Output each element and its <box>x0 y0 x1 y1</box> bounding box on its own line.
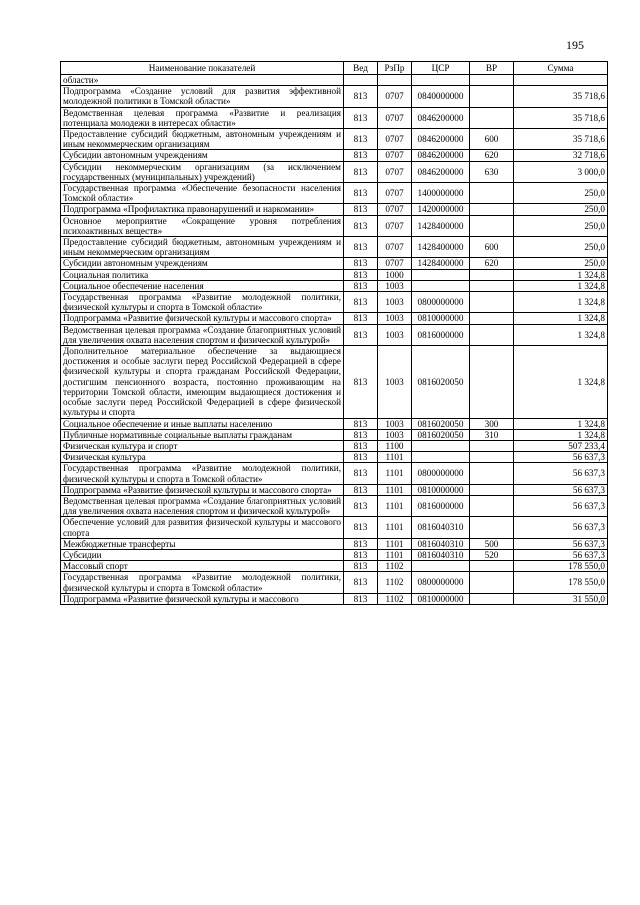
cell-rzpr: 1003 <box>378 313 412 324</box>
cell-csr: 0846200000 <box>412 107 470 128</box>
cell-ved: 813 <box>344 150 378 161</box>
cell-ved: 813 <box>344 280 378 291</box>
cell-sum: 1 324,8 <box>514 292 608 313</box>
cell-vr <box>470 215 514 236</box>
cell-csr: 0816000000 <box>412 324 470 345</box>
cell-sum: 35 718,6 <box>514 107 608 128</box>
cell-sum: 250,0 <box>514 183 608 204</box>
cell-rzpr: 1102 <box>378 561 412 572</box>
cell-sum: 250,0 <box>514 204 608 215</box>
cell-rzpr: 0707 <box>378 204 412 215</box>
cell-sum: 250,0 <box>514 258 608 269</box>
table-row <box>61 517 608 538</box>
cell-rzpr: 1101 <box>378 452 412 463</box>
cell-rzpr: 1003 <box>378 324 412 345</box>
header-row <box>61 62 608 75</box>
cell-rzpr: 1003 <box>378 280 412 291</box>
cell-ved: 813 <box>344 86 378 107</box>
cell-vr <box>470 75 514 86</box>
cell-csr: 0846200000 <box>412 161 470 182</box>
table-row <box>61 429 608 440</box>
cell-name: Публичные нормативные социальные выплаты гражданам <box>61 429 344 440</box>
cell-vr <box>470 324 514 345</box>
cell-sum: 56 637,3 <box>514 463 608 484</box>
cell-rzpr: 1101 <box>378 549 412 560</box>
cell-ved: 813 <box>344 204 378 215</box>
table-row <box>61 452 608 463</box>
cell-csr: 0846200000 <box>412 150 470 161</box>
cell-vr: 310 <box>470 429 514 440</box>
cell-sum: 1 324,8 <box>514 324 608 345</box>
cell-name: Основное мероприятие «Сокращение уровня потребления психоактивных веществ» <box>61 215 344 236</box>
cell-rzpr: 1003 <box>378 292 412 313</box>
cell-vr <box>470 517 514 538</box>
cell-rzpr: 1000 <box>378 269 412 280</box>
cell-name: Субсидии некоммерческим организациям (за исключением государственных (муниципальных) учреждений) <box>61 161 344 182</box>
header-csr: ЦСР <box>412 62 470 75</box>
cell-rzpr: 1101 <box>378 484 412 495</box>
cell-vr <box>470 313 514 324</box>
cell-rzpr: 1102 <box>378 572 412 593</box>
cell-ved: 813 <box>344 237 378 258</box>
cell-csr: 1428400000 <box>412 258 470 269</box>
cell-sum: 507 233,4 <box>514 440 608 451</box>
cell-ved: 813 <box>344 517 378 538</box>
table-row <box>61 183 608 204</box>
cell-name: Подпрограмма «Развитие физической культуры и массового <box>61 593 344 604</box>
cell-ved: 813 <box>344 538 378 549</box>
cell-ved: 813 <box>344 107 378 128</box>
table-row <box>61 549 608 560</box>
cell-vr <box>470 86 514 107</box>
header-name: Наименование показателей <box>61 62 344 75</box>
cell-name: Подпрограмма «Развитие физической культуры и массового спорта» <box>61 313 344 324</box>
cell-csr <box>412 280 470 291</box>
cell-csr <box>412 452 470 463</box>
cell-sum: 56 637,3 <box>514 495 608 516</box>
cell-rzpr: 1101 <box>378 538 412 549</box>
cell-sum: 32 718,6 <box>514 150 608 161</box>
header-sum: Сумма <box>514 62 608 75</box>
table-header <box>61 62 608 75</box>
cell-vr <box>470 593 514 604</box>
cell-name: Ведомственная целевая программа «Создание благоприятных условий для увеличения охвата населения спортом и физической культурой» <box>61 495 344 516</box>
cell-name: Государственная программа «Развитие молодежной политики, физической культуры и спорта в Томской области» <box>61 463 344 484</box>
budget-table <box>60 61 608 605</box>
cell-vr: 520 <box>470 549 514 560</box>
cell-vr: 600 <box>470 129 514 150</box>
table-row <box>61 150 608 161</box>
table-row <box>61 269 608 280</box>
cell-vr: 300 <box>470 418 514 429</box>
cell-rzpr: 1101 <box>378 495 412 516</box>
cell-rzpr: 1003 <box>378 346 412 418</box>
cell-name: Субсидии автономным учреждениям <box>61 150 344 161</box>
cell-vr <box>470 440 514 451</box>
cell-vr: 500 <box>470 538 514 549</box>
table-row <box>61 440 608 451</box>
table-body <box>61 75 608 605</box>
cell-csr: 1400000000 <box>412 183 470 204</box>
cell-csr: 0816040310 <box>412 549 470 560</box>
cell-vr: 620 <box>470 150 514 161</box>
cell-sum: 31 550,0 <box>514 593 608 604</box>
cell-rzpr: 0707 <box>378 107 412 128</box>
cell-sum: 1 324,8 <box>514 269 608 280</box>
cell-name: Государственная программа «Обеспечение безопасности населения Томской области» <box>61 183 344 204</box>
cell-name: Массовый спорт <box>61 561 344 572</box>
header-vr: ВР <box>470 62 514 75</box>
cell-ved: 813 <box>344 183 378 204</box>
table-row <box>61 593 608 604</box>
table-row <box>61 237 608 258</box>
cell-vr <box>470 269 514 280</box>
cell-rzpr: 1101 <box>378 463 412 484</box>
table-row <box>61 258 608 269</box>
cell-csr <box>412 269 470 280</box>
table-row <box>61 324 608 345</box>
cell-vr <box>470 280 514 291</box>
cell-csr: 0816040310 <box>412 538 470 549</box>
cell-sum: 250,0 <box>514 215 608 236</box>
cell-sum: 56 637,3 <box>514 538 608 549</box>
cell-vr <box>470 495 514 516</box>
cell-ved: 813 <box>344 593 378 604</box>
cell-name: Ведомственная целевая программа «Создание благоприятных условий для увеличения охвата населения спортом и физической культурой» <box>61 324 344 345</box>
cell-sum: 35 718,6 <box>514 86 608 107</box>
cell-ved: 813 <box>344 463 378 484</box>
cell-name: Государственная программа «Развитие молодежной политики, физической культуры и спорта в Томской области» <box>61 572 344 593</box>
cell-vr: 620 <box>470 258 514 269</box>
cell-csr: 0800000000 <box>412 463 470 484</box>
cell-rzpr: 1102 <box>378 593 412 604</box>
cell-rzpr: 0707 <box>378 215 412 236</box>
table-row <box>61 107 608 128</box>
cell-ved: 813 <box>344 429 378 440</box>
cell-csr: 0816020050 <box>412 418 470 429</box>
cell-name: Предоставление субсидий бюджетным, автономным учреждениям и иным некоммерческим организациям <box>61 129 344 150</box>
cell-ved: 813 <box>344 495 378 516</box>
cell-csr: 0800000000 <box>412 292 470 313</box>
cell-rzpr: 0707 <box>378 150 412 161</box>
cell-sum: 250,0 <box>514 237 608 258</box>
cell-sum: 178 550,0 <box>514 572 608 593</box>
cell-csr: 1428400000 <box>412 215 470 236</box>
cell-csr: 0810000000 <box>412 313 470 324</box>
cell-name: Физическая культура <box>61 452 344 463</box>
header-ved: Вед <box>344 62 378 75</box>
cell-rzpr: 0707 <box>378 183 412 204</box>
page-number: 195 <box>566 38 584 52</box>
cell-csr: 0816020050 <box>412 429 470 440</box>
cell-name: Субсидии автономным учреждениям <box>61 258 344 269</box>
table-row <box>61 538 608 549</box>
cell-vr <box>470 204 514 215</box>
cell-name: Государственная программа «Развитие молодежной политики, физической культуры и спорта в Томской области» <box>61 292 344 313</box>
cell-sum: 178 550,0 <box>514 561 608 572</box>
cell-csr: 0816040310 <box>412 517 470 538</box>
cell-name: Межбюджетные трансферты <box>61 538 344 549</box>
cell-sum: 1 324,8 <box>514 418 608 429</box>
cell-sum: 56 637,3 <box>514 452 608 463</box>
cell-vr <box>470 346 514 418</box>
cell-csr: 0816000000 <box>412 495 470 516</box>
cell-csr <box>412 75 470 86</box>
cell-vr <box>470 561 514 572</box>
table-row <box>61 572 608 593</box>
cell-csr <box>412 440 470 451</box>
table-row <box>61 86 608 107</box>
cell-sum <box>514 75 608 86</box>
cell-vr <box>470 292 514 313</box>
cell-ved: 813 <box>344 346 378 418</box>
cell-name: Дополнительное материальное обеспечение за выдающиеся достижения и особые заслуги перед Российской Федерацией в сфере физической культуры и спорта гражданам Российской Федерации, достигшим пенсионного возраста, постоянно проживающим на территории Томской области, имеющим выдающиеся достижения и особые заслуги перед Российской Федерацией в сфере физической культуры и спорта <box>61 346 344 418</box>
cell-csr: 1420000000 <box>412 204 470 215</box>
cell-rzpr: 0707 <box>378 161 412 182</box>
cell-vr <box>470 484 514 495</box>
cell-vr <box>470 183 514 204</box>
cell-sum: 1 324,8 <box>514 313 608 324</box>
table-row <box>61 495 608 516</box>
cell-sum: 1 324,8 <box>514 280 608 291</box>
cell-vr: 600 <box>470 237 514 258</box>
cell-ved: 813 <box>344 269 378 280</box>
cell-sum: 35 718,6 <box>514 129 608 150</box>
cell-name: Ведомственная целевая программа «Развитие и реализация потенциала молодежи в интересах области» <box>61 107 344 128</box>
cell-name: Физическая культура и спорт <box>61 440 344 451</box>
cell-csr: 0846200000 <box>412 129 470 150</box>
table-row <box>61 204 608 215</box>
header-rzpr: РзПр <box>378 62 412 75</box>
cell-ved: 813 <box>344 572 378 593</box>
cell-ved: 813 <box>344 549 378 560</box>
cell-ved: 813 <box>344 418 378 429</box>
cell-ved: 813 <box>344 561 378 572</box>
cell-rzpr: 1003 <box>378 429 412 440</box>
cell-name: Подпрограмма «Профилактика правонарушений и наркомании» <box>61 204 344 215</box>
cell-rzpr: 0707 <box>378 129 412 150</box>
cell-ved: 813 <box>344 452 378 463</box>
table-row <box>61 561 608 572</box>
cell-ved <box>344 75 378 86</box>
cell-rzpr: 1100 <box>378 440 412 451</box>
cell-sum: 56 637,3 <box>514 549 608 560</box>
cell-ved: 813 <box>344 161 378 182</box>
table-row <box>61 463 608 484</box>
table-row <box>61 280 608 291</box>
cell-vr: 630 <box>470 161 514 182</box>
cell-vr <box>470 452 514 463</box>
cell-csr: 0840000000 <box>412 86 470 107</box>
table-row <box>61 215 608 236</box>
cell-rzpr: 0707 <box>378 86 412 107</box>
cell-rzpr: 1003 <box>378 418 412 429</box>
cell-vr <box>470 463 514 484</box>
cell-sum: 3 000,0 <box>514 161 608 182</box>
table-row <box>61 161 608 182</box>
cell-ved: 813 <box>344 324 378 345</box>
cell-ved: 813 <box>344 484 378 495</box>
cell-name: области» <box>61 75 344 86</box>
table-row <box>61 484 608 495</box>
cell-vr <box>470 572 514 593</box>
cell-csr: 0816020050 <box>412 346 470 418</box>
cell-name: Социальное обеспечение и иные выплаты населению <box>61 418 344 429</box>
cell-sum: 1 324,8 <box>514 346 608 418</box>
cell-rzpr: 0707 <box>378 258 412 269</box>
table-row <box>61 75 608 86</box>
cell-ved: 813 <box>344 292 378 313</box>
cell-csr <box>412 561 470 572</box>
cell-name: Социальное обеспечение населения <box>61 280 344 291</box>
cell-name: Предоставление субсидий бюджетным, автономным учреждениям и иным некоммерческим организациям <box>61 237 344 258</box>
cell-csr: 0800000000 <box>412 572 470 593</box>
cell-sum: 56 637,3 <box>514 517 608 538</box>
cell-ved: 813 <box>344 313 378 324</box>
table-row <box>61 418 608 429</box>
cell-name: Подпрограмма «Развитие физической культуры и массового спорта» <box>61 484 344 495</box>
table-row <box>61 346 608 418</box>
cell-sum: 56 637,3 <box>514 484 608 495</box>
cell-name: Подпрограмма «Создание условий для развития эффективной молодежной политики в Томской области» <box>61 86 344 107</box>
cell-name: Социальная политика <box>61 269 344 280</box>
table-row <box>61 129 608 150</box>
cell-sum: 1 324,8 <box>514 429 608 440</box>
cell-vr <box>470 107 514 128</box>
cell-ved: 813 <box>344 440 378 451</box>
table-row <box>61 313 608 324</box>
cell-name: Обеспечение условий для развития физической культуры и массового спорта <box>61 517 344 538</box>
table-row <box>61 292 608 313</box>
cell-ved: 813 <box>344 258 378 269</box>
cell-csr: 1428400000 <box>412 237 470 258</box>
cell-rzpr: 0707 <box>378 237 412 258</box>
cell-csr: 0810000000 <box>412 484 470 495</box>
cell-csr: 0810000000 <box>412 593 470 604</box>
cell-name: Субсидии <box>61 549 344 560</box>
cell-ved: 813 <box>344 129 378 150</box>
cell-ved: 813 <box>344 215 378 236</box>
cell-rzpr: 1101 <box>378 517 412 538</box>
cell-rzpr <box>378 75 412 86</box>
